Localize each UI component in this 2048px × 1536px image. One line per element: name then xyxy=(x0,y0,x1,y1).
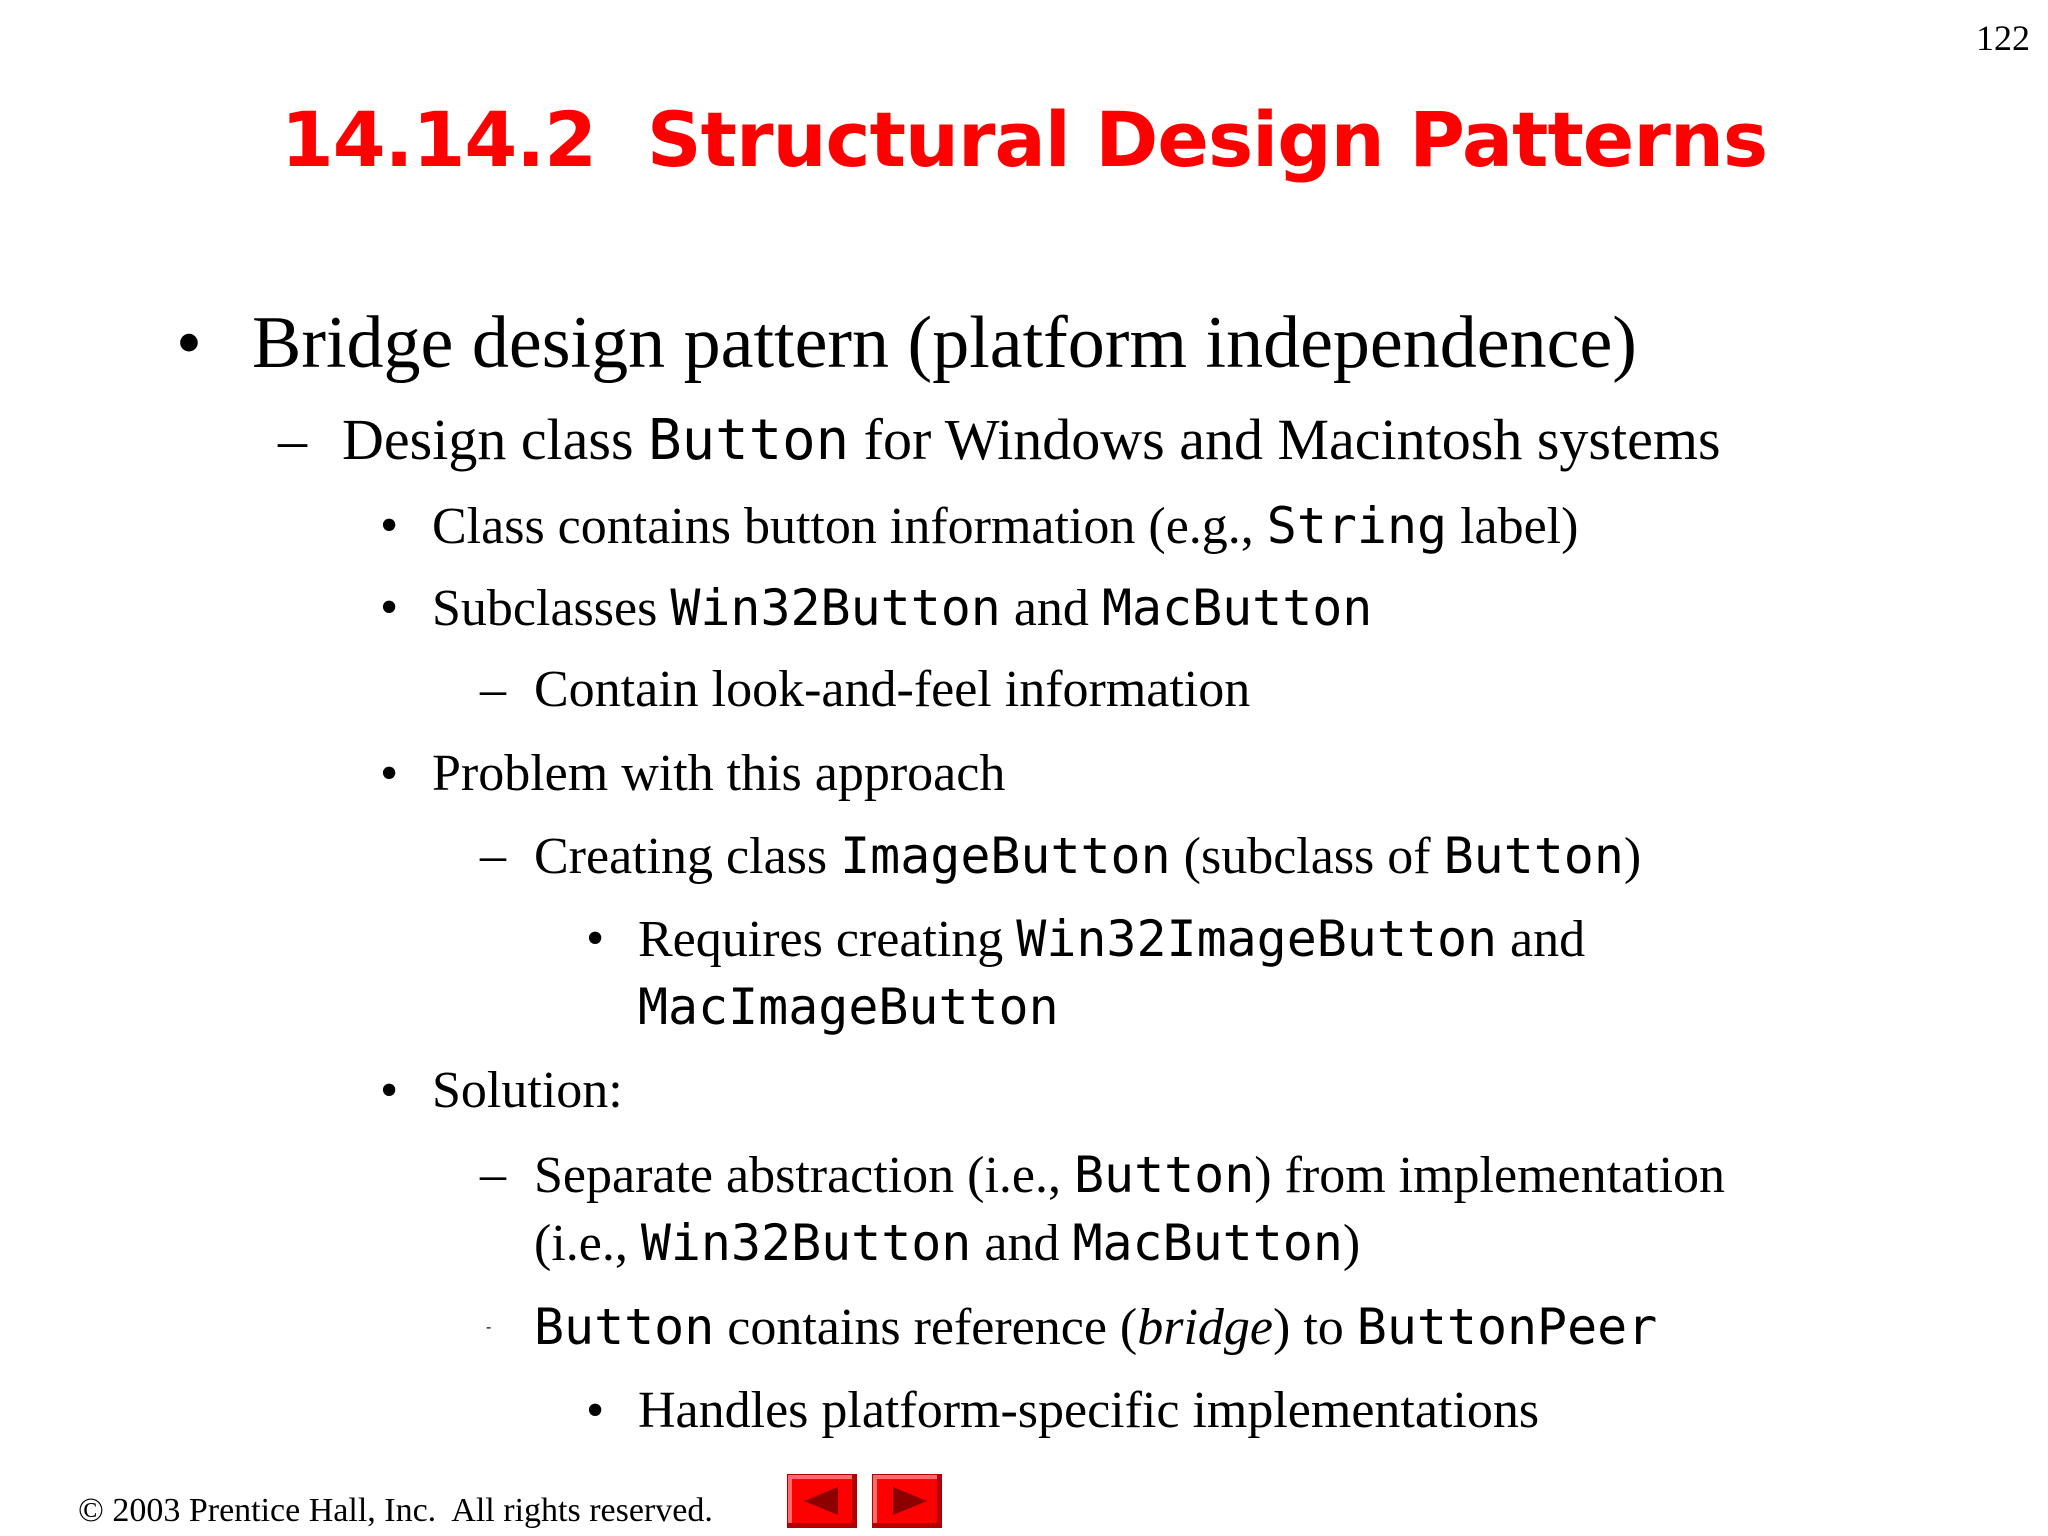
code-text: MacImageButton xyxy=(638,978,1059,1036)
code-text: Win32Button xyxy=(670,579,1001,637)
code-text: String xyxy=(1266,497,1448,555)
text: Handles platform-specific implementations xyxy=(638,1382,1540,1439)
bullet-text-requires-creating-cont xyxy=(638,974,1059,1041)
code-text: Button xyxy=(534,1298,715,1356)
page-number: 122 xyxy=(1976,18,2030,58)
slide-title: 14.14.2 Structural Design Patterns xyxy=(280,95,1768,184)
bullet-text-class-contains xyxy=(432,493,1578,560)
text: ) xyxy=(1342,1215,1361,1272)
text: Subclasses xyxy=(432,580,671,637)
bullet-marker: • xyxy=(380,579,399,636)
bullet-marker: • xyxy=(586,910,605,967)
bullet-marker: • xyxy=(380,745,399,802)
text: Design class xyxy=(342,407,649,472)
previous-slide-button[interactable] xyxy=(787,1474,857,1528)
code-text: ImageButton xyxy=(840,827,1171,885)
bullet-marker: • xyxy=(380,497,399,554)
bullet-text-subclasses xyxy=(432,575,1372,642)
dash-marker: - xyxy=(484,1318,494,1336)
text: for Windows and Macintosh systems xyxy=(849,407,1721,472)
bullet-text-handles-platform xyxy=(638,1378,1539,1444)
text: Class contains button information (e.g., xyxy=(432,498,1267,555)
text: Contain look-and-feel information xyxy=(534,661,1251,718)
bullet-text-problem xyxy=(432,741,1005,807)
text: Separate abstraction (i.e., xyxy=(534,1147,1074,1204)
code-text: Win32Button xyxy=(640,1214,972,1272)
code-text: Button xyxy=(648,408,850,473)
code-text: Button xyxy=(1073,1146,1255,1204)
text: and xyxy=(971,1215,1073,1272)
code-text: Win32ImageButton xyxy=(1016,910,1498,968)
text: contains reference ( xyxy=(714,1299,1138,1356)
bullet-text-requires-creating xyxy=(638,906,1585,973)
next-slide-button[interactable] xyxy=(872,1474,942,1528)
text: Requires creating xyxy=(638,911,1017,968)
text: label) xyxy=(1447,498,1579,555)
dash-marker: – xyxy=(480,827,506,884)
triangle-left-icon xyxy=(804,1487,838,1515)
text: Problem with this approach xyxy=(432,745,1006,802)
dash-marker: – xyxy=(278,407,307,472)
text: Creating class xyxy=(534,828,841,885)
text: and xyxy=(1497,911,1586,968)
bullet-text-solution xyxy=(432,1058,623,1124)
bullet-text-separate-abstraction-cont xyxy=(534,1210,1360,1277)
bullet-marker: • xyxy=(586,1382,605,1439)
bullet-text-button-bridge xyxy=(534,1294,1657,1361)
bullet-text-separate-abstraction xyxy=(534,1142,1725,1209)
bullet-marker: • xyxy=(380,1062,399,1119)
dash-marker: – xyxy=(480,661,506,718)
text: and xyxy=(1000,580,1102,637)
copyright-footer: © 2003 Prentice Hall, Inc. All rights reserved. xyxy=(78,1492,713,1529)
text: (i.e., xyxy=(534,1215,641,1272)
bullet-text-creating-class xyxy=(534,823,1641,890)
bullet-marker: • xyxy=(176,302,202,384)
text: ) from implementation xyxy=(1254,1147,1726,1204)
triangle-right-icon xyxy=(893,1487,927,1515)
dash-marker: – xyxy=(480,1146,506,1203)
text: Bridge design pattern (platform independence) xyxy=(252,302,1637,384)
text: ) to xyxy=(1273,1299,1357,1356)
code-text: ButtonPeer xyxy=(1356,1298,1658,1356)
text: (subclass of xyxy=(1170,828,1444,885)
bullet-text-look-and-feel xyxy=(534,657,1250,723)
code-text: Button xyxy=(1443,827,1624,885)
bullet-text-design-class xyxy=(342,404,1721,477)
code-text: MacButton xyxy=(1072,1214,1343,1272)
bullet-text-bridge xyxy=(252,298,1637,388)
code-text: MacButton xyxy=(1101,579,1373,637)
text: ) xyxy=(1623,828,1642,885)
italic-text: bridge xyxy=(1137,1299,1274,1356)
text: Solution: xyxy=(432,1062,623,1119)
